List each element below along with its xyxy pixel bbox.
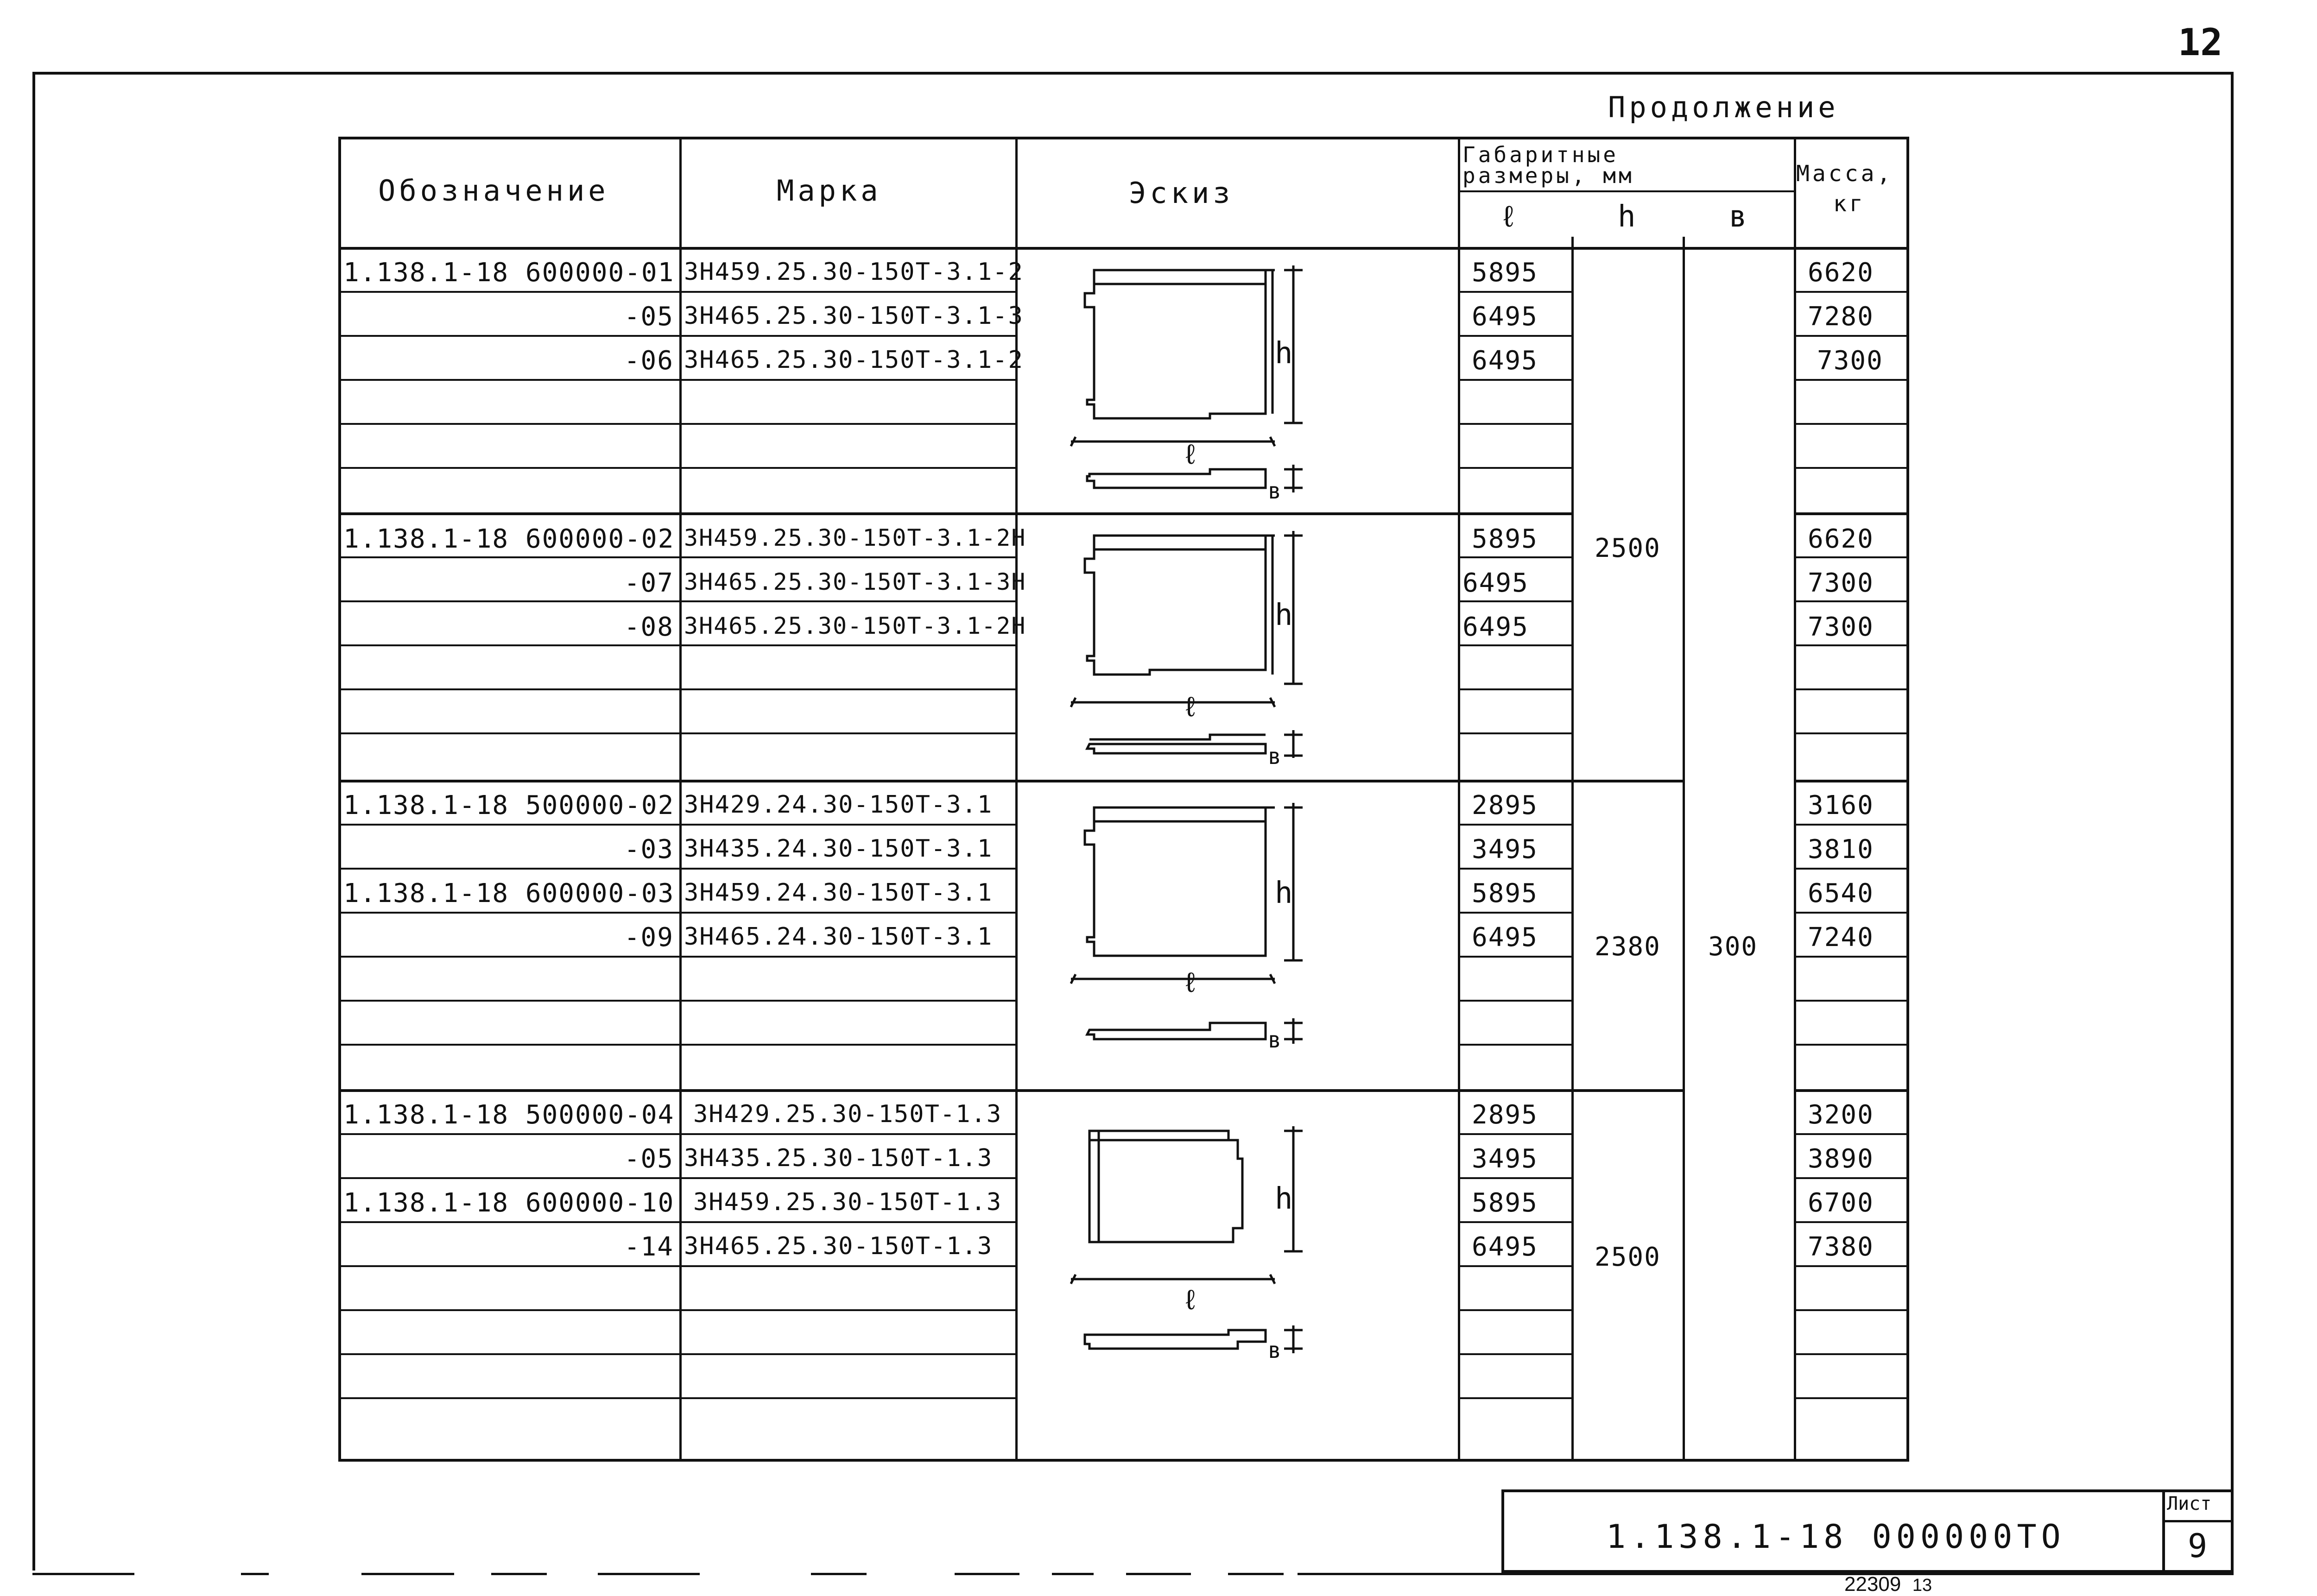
group-line <box>341 780 1683 782</box>
row-line <box>1794 1177 1907 1179</box>
sketch-h-label: h <box>1275 876 1293 910</box>
header-designation: Обозначение <box>378 174 609 208</box>
row-line <box>341 868 1015 870</box>
bottom-line <box>361 1573 454 1575</box>
row-line <box>1458 868 1571 870</box>
l-cell: 6495 <box>1462 612 1529 642</box>
panel-sketch <box>1015 247 1458 512</box>
row-line <box>1794 1265 1907 1267</box>
mass-cell: 3890 <box>1808 1144 1874 1174</box>
row-line <box>1794 824 1907 826</box>
group-line <box>1794 512 1907 515</box>
col-divider <box>1571 237 1574 1459</box>
h-value-cell: 2500 <box>1595 1242 1661 1272</box>
row-line <box>341 600 1015 602</box>
row-line <box>1458 1309 1571 1311</box>
mass-cell: 7300 <box>1808 568 1874 598</box>
l-cell: 2895 <box>1472 790 1538 820</box>
row-line <box>1794 912 1907 914</box>
row-line <box>1458 1265 1571 1267</box>
bottom-line <box>32 1573 134 1575</box>
row-line <box>1794 600 1907 602</box>
row-line <box>341 556 1015 558</box>
bottom-line <box>811 1573 867 1575</box>
designation-cell: -05 <box>624 302 674 332</box>
mass-cell: 3810 <box>1808 834 1874 864</box>
bottom-line <box>598 1573 700 1575</box>
row-line <box>341 379 1015 381</box>
l-cell: 6495 <box>1472 1232 1538 1262</box>
mass-cell: 6620 <box>1808 524 1874 554</box>
designation-cell: -07 <box>624 568 674 598</box>
l-cell: 6495 <box>1472 346 1538 376</box>
row-line <box>341 644 1015 646</box>
row-line <box>1794 423 1907 425</box>
sheet-value: 9 <box>2188 1527 2208 1565</box>
designation-cell: 1.138.1-18 600000-02 <box>343 524 675 554</box>
row-line <box>1458 1000 1571 1002</box>
col-divider <box>679 139 682 1459</box>
row-line <box>1794 1353 1907 1355</box>
row-line <box>1458 1044 1571 1046</box>
row-line <box>1458 688 1571 690</box>
col-divider <box>1683 237 1685 1459</box>
designation-cell: 1.138.1-18 600000-10 <box>343 1188 675 1218</box>
col-divider <box>1794 139 1796 1459</box>
stamp-divider <box>2162 1520 2231 1522</box>
row-line <box>1794 868 1907 870</box>
row-line <box>341 912 1015 914</box>
row-line <box>341 1044 1015 1046</box>
l-cell: 6495 <box>1472 302 1538 332</box>
continuation-label: Продолжение <box>1608 90 1839 124</box>
l-cell: 3495 <box>1472 1144 1538 1174</box>
sketch-b-label: в <box>1268 1337 1281 1363</box>
row-line <box>1458 335 1571 337</box>
sketch-l-label: ℓ <box>1182 691 1199 723</box>
row-line <box>1458 423 1571 425</box>
l-cell: 6495 <box>1472 922 1538 953</box>
row-line <box>1794 956 1907 958</box>
row-line <box>1458 1221 1571 1223</box>
row-line <box>1458 1133 1571 1135</box>
group-line <box>1794 1089 1907 1092</box>
row-line <box>1458 600 1571 602</box>
stamp-divider <box>2162 1492 2165 1570</box>
row-line <box>1794 335 1907 337</box>
mark-cell: 3Н465.25.30-150Т-3.1-3Н <box>684 568 1026 595</box>
mass-cell: 7380 <box>1808 1232 1874 1262</box>
mark-cell: 3Н459.25.30-150Т-3.1-2 <box>684 258 1024 286</box>
designation-cell: 1.138.1-18 600000-01 <box>343 258 675 288</box>
mark-cell: 3Н435.25.30-150Т-1.3 <box>684 1144 993 1172</box>
row-line <box>341 335 1015 337</box>
designation-cell: -03 <box>624 834 674 864</box>
designation-cell: 1.138.1-18 500000-02 <box>343 790 675 820</box>
group-line <box>1794 780 1907 782</box>
designation-cell: -08 <box>624 612 674 642</box>
row-line <box>341 1353 1015 1355</box>
sketch-b-label: в <box>1268 744 1281 770</box>
row-line <box>341 1397 1015 1399</box>
row-line <box>341 423 1015 425</box>
mass-cell: 6620 <box>1808 258 1874 288</box>
row-line <box>1458 379 1571 381</box>
sketch-h-label: h <box>1275 336 1293 371</box>
header-l: ℓ <box>1500 200 1518 234</box>
l-cell: 2895 <box>1472 1100 1538 1130</box>
designation-cell: -05 <box>624 1144 674 1174</box>
row-line <box>341 1133 1015 1135</box>
row-line <box>1458 1177 1571 1179</box>
row-line <box>1794 467 1907 469</box>
row-line <box>1794 1000 1907 1002</box>
bottom-line <box>1228 1573 1284 1575</box>
title-block <box>1501 1489 2234 1573</box>
header-b: в <box>1729 200 1747 234</box>
row-line <box>1794 1044 1907 1046</box>
mass-cell: 7300 <box>1817 346 1883 376</box>
mark-cell: 3Н465.25.30-150Т-3.1-3 <box>684 302 1024 330</box>
row-line <box>1794 1133 1907 1135</box>
row-line <box>341 1309 1015 1311</box>
row-line <box>341 732 1015 734</box>
row-line <box>341 467 1015 469</box>
mass-cell: 7280 <box>1808 302 1874 332</box>
l-cell: 5895 <box>1472 878 1538 908</box>
bottom-line <box>1298 1573 2234 1575</box>
designation-cell: 1.138.1-18 500000-04 <box>343 1100 675 1130</box>
sketch-l-label: ℓ <box>1182 1284 1199 1316</box>
row-line <box>1458 644 1571 646</box>
designation-cell: -09 <box>624 922 674 953</box>
mark-cell: 3Н465.25.30-150Т-3.1-2Н <box>684 612 1026 639</box>
row-line <box>1458 467 1571 469</box>
bottom-line <box>1052 1573 1094 1575</box>
row-line <box>341 291 1015 293</box>
mark-cell: 3Н465.24.30-150Т-3.1 <box>684 923 993 951</box>
panel-sketch <box>1015 1089 1458 1462</box>
panel-sketch <box>1015 512 1458 780</box>
designation-cell: 1.138.1-18 600000-03 <box>343 878 675 908</box>
row-line <box>1458 824 1571 826</box>
bottom-line <box>955 1573 1019 1575</box>
row-line <box>1794 1309 1907 1311</box>
bottom-line <box>241 1573 269 1575</box>
row-line <box>1458 732 1571 734</box>
row-line <box>1794 1397 1907 1399</box>
mass-cell: 6540 <box>1808 878 1874 908</box>
row-line <box>341 956 1015 958</box>
header-dims-line1: Габаритные <box>1462 142 1619 167</box>
l-cell: 5895 <box>1472 524 1538 554</box>
mass-cell: 3160 <box>1808 790 1874 820</box>
mark-cell: 3Н459.25.30-150Т-1.3 <box>693 1188 1002 1216</box>
h-value-cell: 2500 <box>1595 533 1661 563</box>
header-mark: Марка <box>777 174 882 208</box>
bottom-line <box>1126 1573 1191 1575</box>
col-divider <box>1458 139 1460 1459</box>
header-mass-line1: Масса, <box>1796 161 1893 187</box>
row-line <box>341 1221 1015 1223</box>
row-line <box>1458 956 1571 958</box>
header-sketch: Эскиз <box>1129 176 1234 210</box>
row-line <box>1794 732 1907 734</box>
mass-cell: 7240 <box>1808 922 1874 953</box>
sketch-h-label: h <box>1275 598 1293 632</box>
row-line <box>341 688 1015 690</box>
l-cell: 5895 <box>1472 258 1538 288</box>
row-line <box>1458 1353 1571 1355</box>
panel-sketch <box>1015 780 1458 1089</box>
row-line <box>1458 556 1571 558</box>
sketch-l-label: ℓ <box>1182 966 1199 999</box>
row-line <box>1794 1221 1907 1223</box>
sheet-number: 12 <box>2178 21 2223 64</box>
mark-cell: 3Н429.24.30-150Т-3.1 <box>684 791 993 819</box>
bottom-line <box>491 1573 547 1575</box>
sketch-b-label: в <box>1268 1027 1281 1053</box>
mark-cell: 3Н429.25.30-150Т-1.3 <box>693 1100 1002 1128</box>
b-value-cell: 300 <box>1708 932 1758 962</box>
row-line <box>1458 1397 1571 1399</box>
mass-cell: 3200 <box>1808 1100 1874 1130</box>
designation-cell: -06 <box>624 346 674 376</box>
row-line <box>341 1265 1015 1267</box>
mass-cell: 7300 <box>1808 612 1874 642</box>
header-dims-line2: размеры, мм <box>1462 163 1634 188</box>
group-line <box>341 1089 1683 1092</box>
l-cell: 3495 <box>1472 834 1538 864</box>
mark-cell: 3Н465.25.30-150Т-3.1-2 <box>684 346 1024 374</box>
sketch-b-label: в <box>1268 478 1281 504</box>
row-line <box>1458 912 1571 914</box>
row-line <box>341 1177 1015 1179</box>
row-line <box>1794 291 1907 293</box>
mass-cell: 6700 <box>1808 1188 1874 1218</box>
header-mass-line2: кг <box>1833 191 1866 217</box>
sheet-label: Лист <box>2167 1493 2212 1514</box>
specification-table <box>338 137 1909 1462</box>
row-line <box>341 824 1015 826</box>
document-code: 1.138.1-18 000000ТО <box>1606 1518 2065 1556</box>
l-cell: 6495 <box>1462 568 1529 598</box>
row-line <box>1794 379 1907 381</box>
designation-cell: -14 <box>624 1232 674 1262</box>
row-line <box>1794 688 1907 690</box>
l-cell: 5895 <box>1472 1188 1538 1218</box>
mark-cell: 3Н459.25.30-150Т-3.1-2Н <box>684 524 1026 551</box>
sketch-h-label: h <box>1275 1182 1293 1216</box>
row-line <box>1458 291 1571 293</box>
footer-code: 22309 13 <box>1844 1573 1932 1596</box>
sketch-l-label: ℓ <box>1182 438 1199 471</box>
mark-cell: 3Н465.25.30-150Т-1.3 <box>684 1232 993 1260</box>
header-divider <box>1458 190 1794 192</box>
row-line <box>341 1000 1015 1002</box>
h-value-cell: 2380 <box>1595 932 1661 962</box>
header-h: h <box>1618 200 1636 234</box>
row-line <box>1794 556 1907 558</box>
mark-cell: 3Н435.24.30-150Т-3.1 <box>684 835 993 863</box>
mark-cell: 3Н459.24.30-150Т-3.1 <box>684 879 993 907</box>
row-line <box>1794 644 1907 646</box>
